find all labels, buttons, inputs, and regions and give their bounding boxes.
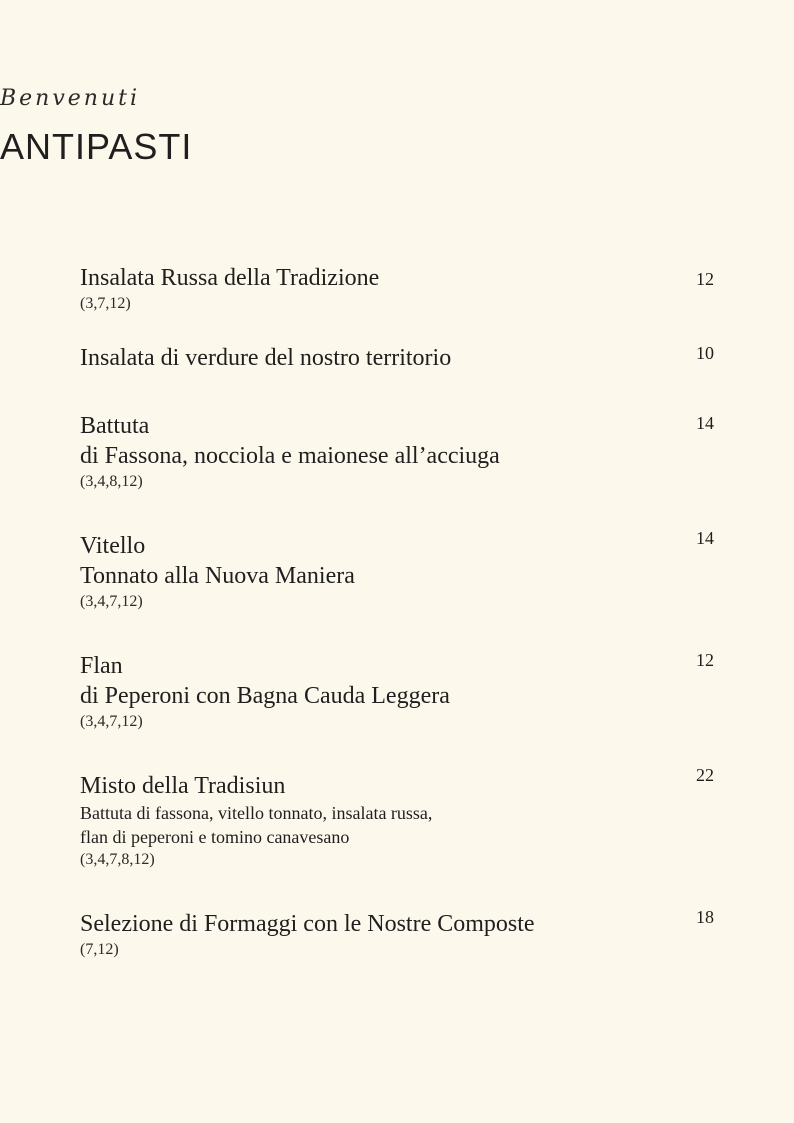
dish-allergens: (3,7,12) xyxy=(80,295,131,312)
dish-name-continued: di Fassona, nocciola e maionese all’acciuga xyxy=(80,443,500,469)
dish-price: 18 xyxy=(696,907,714,927)
dish-price: 14 xyxy=(696,528,714,548)
dish-name: Vitello xyxy=(80,533,146,559)
dish-allergens: (7,12) xyxy=(80,941,119,958)
dish-name: Insalata Russa della Tradizione xyxy=(80,265,380,291)
dish-name: Selezione di Formaggi con le Nostre Composte xyxy=(80,911,535,937)
dish-name: Battuta xyxy=(80,413,150,439)
dish-allergens: (3,4,7,12) xyxy=(80,713,143,730)
dish-name: Flan xyxy=(80,653,123,679)
menu-item xyxy=(80,651,714,733)
welcome-heading: Benvenuti xyxy=(0,86,141,111)
dish-allergens: (3,4,8,12) xyxy=(80,473,143,490)
dish-allergens: (3,4,7,8,12) xyxy=(80,851,155,868)
menu-item xyxy=(80,765,714,871)
menu-item xyxy=(80,528,714,613)
dish-name-continued: Tonnato alla Nuova Maniera xyxy=(80,563,355,589)
dish-price: 14 xyxy=(696,413,714,433)
dish-description: Battuta di fassona, vitello tonnato, insalata russa, xyxy=(80,803,433,823)
dish-name-continued: di Peperoni con Bagna Cauda Leggera xyxy=(80,683,450,709)
menu-item xyxy=(80,263,714,315)
dish-price: 10 xyxy=(696,343,714,363)
dish-name: Misto della Tradisiun xyxy=(80,773,286,799)
dish-description-continued: flan di peperoni e tomino canavesano xyxy=(80,827,350,847)
menu-item xyxy=(80,909,714,961)
menu-item xyxy=(80,411,714,493)
menu-item xyxy=(80,343,714,373)
section-title: ANTIPASTI xyxy=(0,126,193,167)
dish-price: 12 xyxy=(696,269,714,289)
dish-price: 22 xyxy=(696,765,714,785)
dish-allergens: (3,4,7,12) xyxy=(80,593,143,610)
dish-name: Insalata di verdure del nostro territorio xyxy=(80,345,452,371)
dish-price: 12 xyxy=(696,650,714,670)
